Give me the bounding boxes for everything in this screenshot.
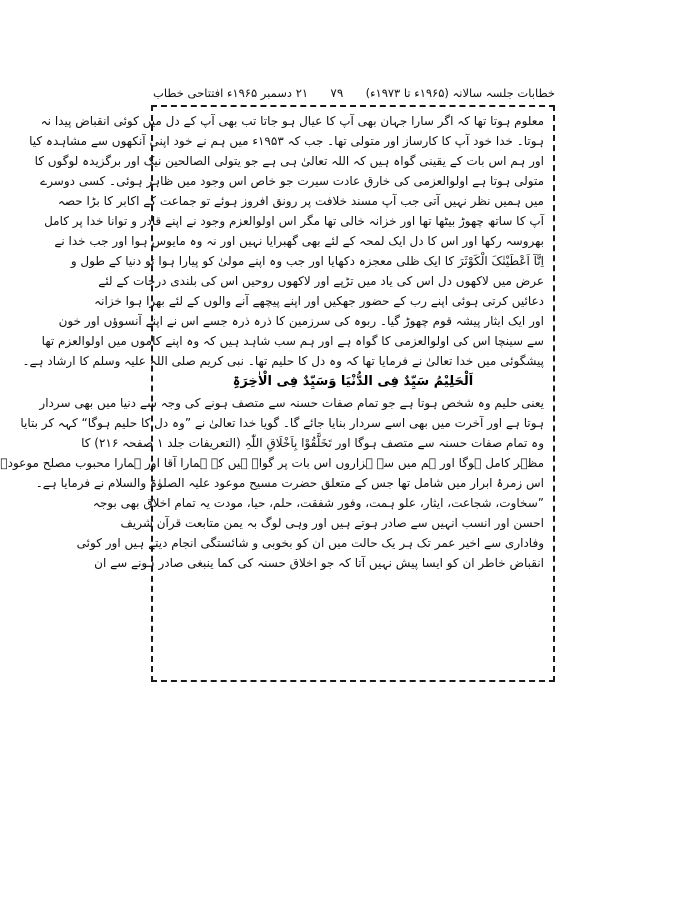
- body-line: پیشگوئی میں خدا تعالیٰ نے فرمایا تھا کہ وہ دل کا حلیم تھا۔ نبی کریم صلی اللہ علیہ وسلم کا ارشاد ہے۔: [22, 354, 544, 368]
- quoted-line: وفاداری سے اخیر عمر تک ہر یک حالت میں ان کو بخوبی و شائستگی انجام دیتے ہیں اور کوئی: [76, 536, 544, 550]
- quoted-line: ”سخاوت، شجاعت، ایثار، علو ہمت، وفور شفقت، حلم، حیا، مودت یہ تمام اخلاق بھی بوجہ: [92, 496, 544, 510]
- body-line: دعائیں کرتی ہوئی اپنے رب کے حضور جھکیں اور اپنے پیچھے آنے والوں کے لئے بھرا ہوا خزانہ: [94, 294, 544, 308]
- body-line: معلوم ہوتا تھا کہ اگر سارا جہان بھی آپ کا عیال ہو جاتا تب بھی آپ کے دل میں کوئی انقباض پیدا نہ: [40, 114, 544, 128]
- body-line: یعنی حلیم وہ شخص ہوتا ہے جو تمام صفات حسنہ سے متصف ہونے کی وجہ سے دنیا میں بھی سردار: [39, 396, 544, 410]
- body-line: اِنَّآ اَعْطَیْنٰکَ الْکَوْثَرَ کا ایک ظلی معجزہ دکھایا اور جب وہ اپنے مولیٰ کو پیارا ہوا تو دنیا کے طول و: [70, 254, 544, 268]
- body-line: وہ تمام صفات حسنہ سے متصف ہوگا اور تَخَلَّقُوْا بِاَخْلَاقِ اللّٰہِ (التعریفات جلد ۱ صفحہ ۲۱۶) کا: [81, 436, 544, 450]
- body-line: متولی ہوتا ہے اولوالعزمی کی خارق عادت سیرت جو خاص اس وجود میں ظاہر ہوئی۔ کسی دوسرے: [40, 174, 544, 188]
- quoted-line: احسن اور انسب انہیں سے صادر ہوتے ہیں اور وہی لوگ بہ یمن متابعت قرآن شریف: [120, 516, 544, 530]
- page-number: ۷۹: [330, 86, 344, 100]
- body-line: ہوتا ہے اور آخرت میں بھی اسے سردار بنایا جائے گا۔ گویا خدا تعالیٰ نے ”وہ دل کا حلیم ہوگا“ کہہ کر بتایا: [20, 416, 544, 430]
- body-line: عرض میں لاکھوں دل اس کی یاد میں تڑپے اور لاکھوں روحیں اس کی بلندی درجات کے لئے: [98, 274, 544, 288]
- body-line: اور ہم اس بات کے یقینی گواہ ہیں کہ اللہ تعالیٰ ہی ہے جو یتولی الصالحین نیک اور برگزیدہ لوگوں کا: [34, 154, 544, 168]
- body-line: اس زمرۂ ابرار میں شامل تھا جس کے متعلق حضرت مسیح موعود علیہ الصلوٰۃ والسلام نے فرمایا ہے۔: [35, 476, 544, 490]
- body-line: ہوتا۔ خدا خود آپ کا کارساز اور متولی تھا۔ جب کہ ۱۹۵۳ء میں ہم نے خود اپنی آنکھوں سے مشاہدہ کیا: [29, 134, 544, 148]
- body-line: میں ہمیں نظر نہیں آتی جب آپ مسند خلافت پر رونق افروز ہوئے تو جماعت کے اکابر کا بڑا حصہ: [57, 194, 544, 208]
- arabic-quote: اَلْحَلِیْمُ سَیِّدٌ فِی الدُّنْیَا وَسَیِّدٌ فِی الْاٰخِرَۃِ: [232, 374, 474, 389]
- body-line: اور ایک ایثار پیشہ قوم چھوڑ گیا۔ ربوہ کی سرزمین کا ذرہ ذرہ جسے اس نے اپنے آنسوؤں اور خون: [58, 314, 544, 328]
- text-frame: [0, 105, 555, 682]
- quoted-line: انقباض خاطر ان کو ایسا پیش نہیں آتا کہ جو اخلاق حسنہ کی کما ینبغی صادر ہونے سے ان: [94, 556, 544, 570]
- body-line: سے سینچا اس کی اولوالعزمی کا گواہ ہے اور ہم سب شاہد ہیں کہ وہ اپنے کاموں میں اولوالعزم تھا: [41, 334, 544, 348]
- header-speech-title: ۲۱ دسمبر ۱۹۶۵ء افتتاحی خطاب: [153, 86, 309, 100]
- header-book-title: خطابات جلسہ سالانہ (۱۹۶۵ء تا ۱۹۷۳ء): [365, 86, 555, 100]
- body-line: آپ کا ساتھ چھوڑ بیٹھا تھا اور خزانہ خالی تھا مگر اس اولوالعزم وجود نے اپنے قادر و توانا خدا پر کامل: [44, 214, 544, 228]
- body-line: مظہر کامل ہوگا اور ہم میں سے ہزاروں اس بات پر گواہ ہیں کہ ہمارا آقا اور ہمارا محبوب مصلح موعودؓ: [0, 456, 544, 470]
- page-header: [153, 84, 555, 102]
- body-line: بھروسہ رکھا اور اس کا دل ایک لمحہ کے لئے بھی گھبرایا نہیں اور نہ وہ مایوس ہوا اور جب خدا نے: [54, 234, 544, 248]
